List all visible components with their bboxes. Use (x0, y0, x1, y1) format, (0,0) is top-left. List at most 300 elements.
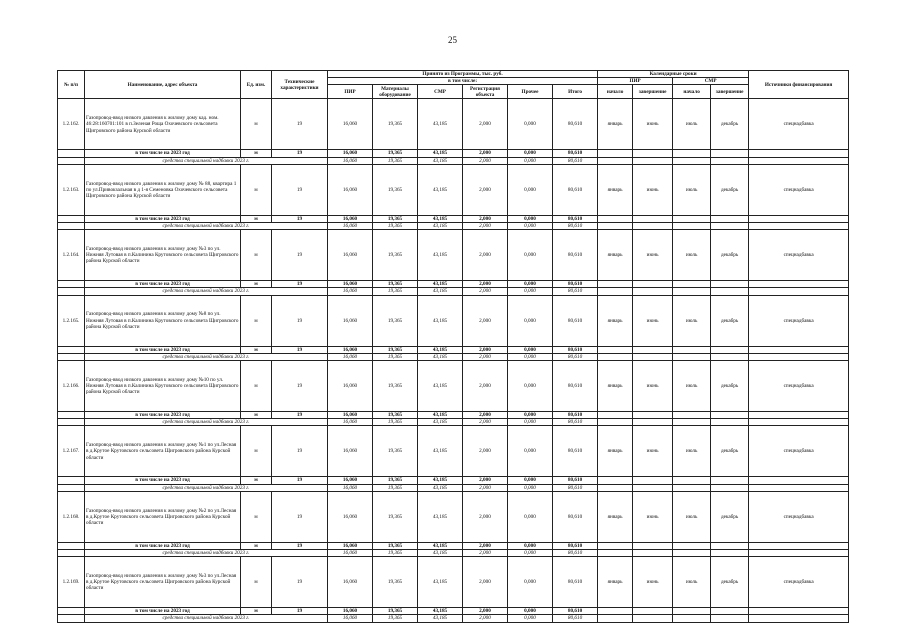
total-other: 0,000 (508, 412, 553, 419)
cell-total: 80,610 (553, 426, 598, 477)
total-mat: 19,365 (373, 150, 418, 157)
cell-smr: 43,185 (418, 491, 463, 542)
empty-cell (711, 419, 749, 426)
cell-other: 0,000 (508, 295, 553, 346)
sub-label: средства специальной надбавки 2023 г. (85, 550, 328, 557)
cell-other: 0,000 (508, 164, 553, 215)
cell-smr-end: декабрь (711, 164, 749, 215)
sub-other: 0,000 (508, 223, 553, 230)
cell-pir-start: январь (598, 230, 633, 281)
cell-mat: 19,365 (373, 557, 418, 608)
total-row (58, 346, 849, 353)
total-reg: 2,000 (463, 412, 508, 419)
cell-smr-end: декабрь (711, 557, 749, 608)
total-total: 80,610 (553, 346, 598, 353)
total-smr: 43,185 (418, 608, 463, 615)
cell-reg: 2,000 (463, 361, 508, 412)
total-other: 0,000 (508, 150, 553, 157)
cell-pir-start: январь (598, 99, 633, 150)
object-name: Газопровод-ввод низкого давления к жилому дому №2 по ул.Лесная в д.Крутое Крутовского сельсовета Щигровского района Курской области (85, 491, 241, 542)
cell-pir-end: июнь (633, 99, 673, 150)
sub-smr: 43,185 (418, 353, 463, 360)
object-name: Газопровод-ввод низкого давления к жилому дому №8 по ул. Нижняя Лутовая в п.Калинина Крутовского сельсовета Щигровского района Курской области (85, 295, 241, 346)
cell-fund: спецнадбавка (749, 426, 849, 477)
sub-mat: 19,365 (373, 550, 418, 557)
cell-smr: 43,185 (418, 361, 463, 412)
total-label: в том числе на 2023 год (85, 608, 241, 615)
total-row (58, 150, 849, 157)
sub-label: средства специальной надбавки 2023 г. (85, 419, 328, 426)
total-row (58, 215, 849, 222)
cell-fund: спецнадбавка (749, 361, 849, 412)
empty-cell (633, 412, 673, 419)
sub-num-cell (58, 419, 85, 426)
cell-mat: 19,365 (373, 426, 418, 477)
sub-reg: 2,000 (463, 615, 508, 622)
cell-unit: м (241, 230, 272, 281)
sub-num-cell (58, 223, 85, 230)
header-tech: Технические характеристики (272, 71, 328, 99)
empty-cell (633, 615, 673, 622)
cell-tech: 19 (272, 99, 328, 150)
empty-cell (598, 281, 633, 288)
total-pir: 16,060 (328, 346, 373, 353)
header-program: Принято из Программы, тыс. руб. (328, 71, 598, 78)
sub-pir: 16,060 (328, 223, 373, 230)
total-other: 0,000 (508, 281, 553, 288)
sub-smr: 43,185 (418, 288, 463, 295)
total-other: 0,000 (508, 215, 553, 222)
cell-mat: 19,365 (373, 491, 418, 542)
empty-cell (598, 353, 633, 360)
sub-reg: 2,000 (463, 419, 508, 426)
empty-cell (673, 281, 711, 288)
empty-cell (598, 608, 633, 615)
cell-smr-end: декабрь (711, 426, 749, 477)
cell-pir-start: январь (598, 164, 633, 215)
empty-cell (673, 150, 711, 157)
cell-pir-end: июнь (633, 557, 673, 608)
cell-unit: м (241, 426, 272, 477)
sub-mat: 19,365 (373, 223, 418, 230)
empty-cell (711, 346, 749, 353)
cell-mat: 19,365 (373, 295, 418, 346)
empty-cell (711, 215, 749, 222)
empty-cell (673, 353, 711, 360)
cell-smr-end: декабрь (711, 491, 749, 542)
total-pir: 16,060 (328, 281, 373, 288)
cell-pir: 16,060 (328, 491, 373, 542)
sub-label: средства специальной надбавки 2023 г. (85, 288, 328, 295)
cell-pir-start: январь (598, 491, 633, 542)
empty-cell (711, 615, 749, 622)
sub-row (58, 615, 849, 622)
cell-pir-end: июнь (633, 164, 673, 215)
program-table (57, 70, 849, 623)
empty-cell (598, 542, 633, 549)
header-num: № п/п (58, 71, 85, 99)
cell-pir: 16,060 (328, 295, 373, 346)
sub-pir: 16,060 (328, 157, 373, 164)
object-name: Газопровод-ввод низкого давления к жилому дому № 88, квартира 1 по ул.Привокзальная в д 1-я Семеновка Охочевского сельсовета Щигровского района Курской области (85, 164, 241, 215)
cell-tech: 19 (272, 557, 328, 608)
empty-cell (633, 346, 673, 353)
total-num-cell (58, 215, 85, 222)
total-num-cell (58, 412, 85, 419)
table-row (58, 164, 849, 215)
total-other: 0,000 (508, 608, 553, 615)
sub-mat: 19,365 (373, 157, 418, 164)
empty-cell (711, 412, 749, 419)
total-label: в том числе на 2023 год (85, 542, 241, 549)
cell-total: 80,610 (553, 230, 598, 281)
total-smr: 43,185 (418, 281, 463, 288)
sub-label: средства специальной надбавки 2023 г. (85, 157, 328, 164)
sub-other: 0,000 (508, 550, 553, 557)
total-unit: м (241, 542, 272, 549)
sub-total: 80,610 (553, 615, 598, 622)
cell-mat: 19,365 (373, 361, 418, 412)
total-mat: 19,365 (373, 412, 418, 419)
cell-fund: спецнадбавка (749, 557, 849, 608)
total-tech: 19 (272, 150, 328, 157)
total-mat: 19,365 (373, 346, 418, 353)
row-num: 1.2.166. (58, 361, 85, 412)
cell-tech: 19 (272, 164, 328, 215)
cell-pir-end: июнь (633, 361, 673, 412)
cell-pir-end: июнь (633, 230, 673, 281)
empty-cell (749, 615, 849, 622)
sub-other: 0,000 (508, 419, 553, 426)
total-unit: м (241, 150, 272, 157)
header-pir-start: начало (598, 85, 633, 99)
cell-pir-end: июнь (633, 491, 673, 542)
cell-smr: 43,185 (418, 426, 463, 477)
header-other: Прочее (508, 85, 553, 99)
empty-cell (673, 542, 711, 549)
header-total: Итого (553, 85, 598, 99)
cell-fund: спецнадбавка (749, 99, 849, 150)
empty-cell (749, 608, 849, 615)
empty-cell (711, 477, 749, 484)
cell-other: 0,000 (508, 426, 553, 477)
total-row (58, 477, 849, 484)
sub-row (58, 419, 849, 426)
empty-cell (711, 353, 749, 360)
total-smr: 43,185 (418, 215, 463, 222)
header-smr: СМР (418, 85, 463, 99)
total-other: 0,000 (508, 346, 553, 353)
table-body (58, 99, 849, 622)
empty-cell (633, 477, 673, 484)
empty-cell (673, 157, 711, 164)
total-smr: 43,185 (418, 346, 463, 353)
sub-mat: 19,365 (373, 615, 418, 622)
cell-tech: 19 (272, 491, 328, 542)
sub-label: средства специальной надбавки 2023 г. (85, 615, 328, 622)
empty-cell (749, 346, 849, 353)
empty-cell (749, 477, 849, 484)
page-number: 25 (448, 35, 457, 45)
object-name: Газопровод-ввод низкого давления к жилому дому кад. ном. 46:28:160701:101 в п.Зеленая Роща Охочевского сельсовета Щигровского района Курской области (85, 99, 241, 150)
total-mat: 19,365 (373, 542, 418, 549)
total-smr: 43,185 (418, 150, 463, 157)
total-row (58, 281, 849, 288)
cell-smr-start: июль (673, 491, 711, 542)
cell-reg: 2,000 (463, 295, 508, 346)
empty-cell (673, 288, 711, 295)
total-mat: 19,365 (373, 281, 418, 288)
header-name: Наименование, адрес объекта (85, 71, 241, 99)
total-total: 80,610 (553, 215, 598, 222)
sub-label: средства специальной надбавки 2023 г. (85, 484, 328, 491)
sub-smr: 43,185 (418, 484, 463, 491)
cell-smr-end: декабрь (711, 230, 749, 281)
empty-cell (598, 412, 633, 419)
sub-reg: 2,000 (463, 157, 508, 164)
total-pir: 16,060 (328, 412, 373, 419)
total-unit: м (241, 412, 272, 419)
sub-other: 0,000 (508, 157, 553, 164)
sub-total: 80,610 (553, 288, 598, 295)
total-num-cell (58, 281, 85, 288)
cell-unit: м (241, 99, 272, 150)
header-materials: Материалы оборудование (373, 85, 418, 99)
total-row (58, 608, 849, 615)
empty-cell (749, 550, 849, 557)
total-num-cell (58, 608, 85, 615)
sub-num-cell (58, 353, 85, 360)
header-pir: ПИР (328, 85, 373, 99)
cell-pir-start: январь (598, 426, 633, 477)
total-reg: 2,000 (463, 215, 508, 222)
object-name: Газопровод-ввод низкого давления к жилому дому №3 по ул.Лесная в д.Крутое Крутовского сельсовета Щигровского района Курской области (85, 557, 241, 608)
cell-tech: 19 (272, 426, 328, 477)
total-pir: 16,060 (328, 150, 373, 157)
sub-num-cell (58, 484, 85, 491)
cell-smr-start: июль (673, 99, 711, 150)
total-unit: м (241, 281, 272, 288)
object-name: Газопровод-ввод низкого давления к жилому дому №1 по ул.Лесная в д.Крутое Крутовского сельсовета Щигровского района Курской области (85, 426, 241, 477)
cell-pir-start: январь (598, 295, 633, 346)
sub-reg: 2,000 (463, 353, 508, 360)
header-cal-smr: СМР (673, 78, 749, 85)
empty-cell (598, 288, 633, 295)
empty-cell (749, 419, 849, 426)
total-total: 80,610 (553, 542, 598, 549)
total-reg: 2,000 (463, 281, 508, 288)
cell-tech: 19 (272, 230, 328, 281)
table-row (58, 361, 849, 412)
empty-cell (598, 215, 633, 222)
cell-smr: 43,185 (418, 164, 463, 215)
total-tech: 19 (272, 412, 328, 419)
sub-reg: 2,000 (463, 288, 508, 295)
cell-total: 80,610 (553, 99, 598, 150)
empty-cell (633, 215, 673, 222)
cell-pir: 16,060 (328, 99, 373, 150)
sub-smr: 43,185 (418, 550, 463, 557)
sub-total: 80,610 (553, 223, 598, 230)
cell-smr-start: июль (673, 164, 711, 215)
header-calendar: Календарные сроки (598, 71, 749, 78)
sub-total: 80,610 (553, 550, 598, 557)
cell-fund: спецнадбавка (749, 295, 849, 346)
row-num: 1.2.162. (58, 99, 85, 150)
empty-cell (633, 353, 673, 360)
total-reg: 2,000 (463, 608, 508, 615)
cell-other: 0,000 (508, 361, 553, 412)
row-num: 1.2.168. (58, 491, 85, 542)
table-row (58, 295, 849, 346)
header-cal-pir: ПИР (598, 78, 673, 85)
sub-reg: 2,000 (463, 223, 508, 230)
total-row (58, 542, 849, 549)
cell-reg: 2,000 (463, 230, 508, 281)
total-num-cell (58, 542, 85, 549)
total-tech: 19 (272, 608, 328, 615)
empty-cell (673, 346, 711, 353)
cell-fund: спецнадбавка (749, 164, 849, 215)
total-total: 80,610 (553, 150, 598, 157)
empty-cell (673, 223, 711, 230)
sub-mat: 19,365 (373, 484, 418, 491)
empty-cell (598, 223, 633, 230)
cell-smr-end: декабрь (711, 295, 749, 346)
empty-cell (749, 215, 849, 222)
sub-mat: 19,365 (373, 353, 418, 360)
row-num: 1.2.165. (58, 295, 85, 346)
cell-smr-start: июль (673, 295, 711, 346)
total-num-cell (58, 477, 85, 484)
empty-cell (711, 608, 749, 615)
empty-cell (749, 542, 849, 549)
table-row (58, 426, 849, 477)
cell-tech: 19 (272, 361, 328, 412)
total-mat: 19,365 (373, 608, 418, 615)
sub-row (58, 157, 849, 164)
header-incl: в том числе: (328, 78, 598, 85)
empty-cell (749, 288, 849, 295)
sub-num-cell (58, 288, 85, 295)
cell-reg: 2,000 (463, 491, 508, 542)
total-total: 80,610 (553, 281, 598, 288)
total-unit: м (241, 608, 272, 615)
cell-smr: 43,185 (418, 99, 463, 150)
empty-cell (598, 157, 633, 164)
header-pir-end: завершение (633, 85, 673, 99)
total-label: в том числе на 2023 год (85, 281, 241, 288)
cell-mat: 19,365 (373, 99, 418, 150)
empty-cell (711, 542, 749, 549)
empty-cell (598, 550, 633, 557)
cell-total: 80,610 (553, 361, 598, 412)
cell-reg: 2,000 (463, 557, 508, 608)
cell-smr: 43,185 (418, 230, 463, 281)
empty-cell (673, 477, 711, 484)
sub-row (58, 223, 849, 230)
empty-cell (711, 223, 749, 230)
sub-other: 0,000 (508, 288, 553, 295)
cell-pir: 16,060 (328, 361, 373, 412)
total-label: в том числе на 2023 год (85, 346, 241, 353)
cell-pir-end: июнь (633, 295, 673, 346)
empty-cell (673, 412, 711, 419)
table-row (58, 230, 849, 281)
row-num: 1.2.169. (58, 557, 85, 608)
empty-cell (673, 484, 711, 491)
empty-cell (673, 608, 711, 615)
sub-pir: 16,060 (328, 353, 373, 360)
total-reg: 2,000 (463, 477, 508, 484)
total-num-cell (58, 346, 85, 353)
cell-pir-start: январь (598, 557, 633, 608)
table-row (58, 491, 849, 542)
cell-pir-end: июнь (633, 426, 673, 477)
total-unit: м (241, 477, 272, 484)
sub-num-cell (58, 550, 85, 557)
empty-cell (711, 288, 749, 295)
empty-cell (749, 223, 849, 230)
total-pir: 16,060 (328, 215, 373, 222)
cell-smr-start: июль (673, 361, 711, 412)
sub-row (58, 288, 849, 295)
total-reg: 2,000 (463, 150, 508, 157)
total-row (58, 412, 849, 419)
cell-smr-start: июль (673, 426, 711, 477)
table-row (58, 99, 849, 150)
sub-mat: 19,365 (373, 288, 418, 295)
sub-num-cell (58, 157, 85, 164)
cell-pir: 16,060 (328, 557, 373, 608)
cell-reg: 2,000 (463, 426, 508, 477)
cell-total: 80,610 (553, 164, 598, 215)
empty-cell (598, 484, 633, 491)
empty-cell (598, 419, 633, 426)
total-num-cell (58, 150, 85, 157)
sub-row (58, 550, 849, 557)
total-other: 0,000 (508, 477, 553, 484)
empty-cell (673, 550, 711, 557)
total-tech: 19 (272, 477, 328, 484)
empty-cell (633, 542, 673, 549)
sub-other: 0,000 (508, 615, 553, 622)
empty-cell (673, 615, 711, 622)
empty-cell (711, 281, 749, 288)
cell-unit: м (241, 295, 272, 346)
cell-reg: 2,000 (463, 164, 508, 215)
sub-reg: 2,000 (463, 550, 508, 557)
sub-mat: 19,365 (373, 419, 418, 426)
sub-total: 80,610 (553, 484, 598, 491)
empty-cell (633, 419, 673, 426)
empty-cell (711, 157, 749, 164)
sub-pir: 16,060 (328, 550, 373, 557)
cell-pir-start: январь (598, 361, 633, 412)
cell-fund: спецнадбавка (749, 491, 849, 542)
sub-pir: 16,060 (328, 615, 373, 622)
empty-cell (711, 550, 749, 557)
empty-cell (633, 223, 673, 230)
total-label: в том числе на 2023 год (85, 150, 241, 157)
sub-smr: 43,185 (418, 157, 463, 164)
empty-cell (598, 346, 633, 353)
sub-pir: 16,060 (328, 419, 373, 426)
cell-other: 0,000 (508, 557, 553, 608)
header-funding: Источники финансирования (749, 71, 849, 99)
empty-cell (633, 150, 673, 157)
sub-reg: 2,000 (463, 484, 508, 491)
